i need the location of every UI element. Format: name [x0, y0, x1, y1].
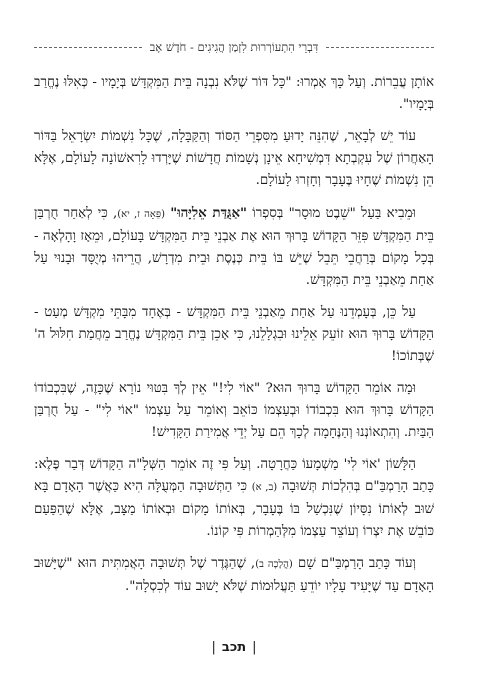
running-header	[34, 40, 434, 54]
paragraph-6	[34, 454, 434, 543]
paragraph-3-end: , כִּי לְאַחַר חֻרְבַּן בֵּית הַמִּקְדָּשׁ פִּזֵּר הַקָּדוֹשׁ בָּרוּךְ הוּא אֶת אַבְנֵי בֵּית הַמִּקְדָּשׁ בָּעוֹלָם, וּמֵאָז וָהָלְאָה - בְּכָל מָקוֹם בְּרַחֲבֵי תֵּבֵל שֶׁיֵּשׁ בּוֹ בֵּית כְּנֶסֶת וּבֵית מִדְרָשׁ, הֲרֵיהוּ מְיֻסָּד וּבָנוּי עַל אַחַת מֵאַבְנֵי בֵּית הַמִּקְדָּשׁ.	[34, 206, 434, 288]
paragraph-4: עַל כֵּן, בְּעָמְדֵנוּ עַל אַחַת מֵאַבְנֵי בֵּית הַמִּקְדָּשׁ - בְּאֶחָד מִבָּתֵּי מִקְדָּשׁ מְעַט - הַקָּדוֹשׁ בָּרוּךְ הוּא זוֹעֵק אֵלֵינוּ וּבִגְלָלֵנוּ, כִּי אָכֵן בֵּית הַמִּקְדָּשׁ נֶחֱרַב מֵחֲמַת חִלּוּל ה' שֶׁבְּתוֹכוֹ!	[34, 305, 434, 364]
source-reference: (ב, א)	[251, 482, 278, 493]
book-title: "אַגֻּדַּת אֵלִיָּהוּ"	[170, 205, 248, 221]
paragraph-2: עוֹד יֵשׁ לְבָאֵר, שֶׁהִנֵּה יָדוּעַ מִסִּפְרֵי הַסּוֹד וְהַקַּבָּלָה, שֶׁכָּל נִשְׁמוֹת יִשְׂרָאֵל בַּדּוֹר הָאַחֲרוֹן שֶׁל עִקְבְתָא דִּמְשִׁיחָא אֵינָן נְשָׁמוֹת חֲדָשׁוֹת שֶׁיָּרְדוּ לָרִאשׁוֹנָה לָעוֹלָם, אֶלָּא הֵן נִשְׁמוֹת שֶׁחָיוּ בֶּעָבָר וְחָזְרוּ לָעוֹלָם.	[34, 129, 434, 188]
paragraph-6-end: כִּי הַתְּשׁוּבָה הַמְּעֻלָּה הִיא כַּאֲשֶׁר הָאָדָם בָּא שׁוּב לְאוֹתוֹ נִסָּיוֹן שֶׁנִּכְשַׁל בּוֹ בֶּעָבָר, בְּאוֹתוֹ מָקוֹם וּבְאוֹתוֹ מַצָּב, אֶלָּא שֶׁהַפַּעַם כּוֹבֵשׁ אֶת יִצְרוֹ וְעוֹצֵר עַצְמוֹ מִלְּהַמְרוֹת פִּי קוֹנוֹ.	[34, 479, 434, 539]
source-reference: (הֲלָכָה ב)	[255, 559, 293, 570]
header-rule-right	[326, 47, 434, 48]
page-number: תכב	[221, 640, 247, 655]
page-footer	[34, 640, 434, 655]
body-text	[34, 72, 434, 598]
header-rule-left	[34, 47, 142, 48]
page-number-bar: |	[252, 640, 257, 655]
page-number-bar: |	[211, 640, 216, 655]
paragraph-3-start: וּמֵבִיא בַּעַל "שֵׁבֶט מוּסָר" בְּסִפְרוֹ	[247, 206, 416, 221]
paragraph-5: וּמָה אוֹמֵר הַקָּדוֹשׁ בָּרוּךְ הוּא? "אוֹי לִי!" אֵין לְךָ בִּטּוּי נוֹרָא שֶׁכָּזֶה, שֶׁבִּכְבוֹדוֹ הַקָּדוֹשׁ בָּרוּךְ הוּא בִּכְבוֹדוֹ וּבְעַצְמוֹ כּוֹאֵב וְאוֹמֵר עַל עַצְמוֹ "אוֹי לִי" - עַל חֻרְבַּן הַבַּיִת. וְהִתְאוֹנְנוּ וְהַנֶּחָמָה לְכָךְ הֵם עַל יְדֵי אֲמִירַת הַקָּדִישׁ!	[34, 381, 434, 440]
paragraph-7-end: , שֶׁהַגֶּדֶר שֶׁל תְּשׁוּבָה הָאֲמִתִּית הוּא "שֶׁיָּשׁוּב הָאָדָם עַד שֶׁיָּעִיד עָלָיו יוֹדֵעַ תַּעֲלוּמוֹת שֶׁלֹּא יָשׁוּב עוֹד לְכִסְלָה".	[34, 556, 434, 594]
paragraph-7	[34, 553, 434, 598]
paragraph-1: אוֹתָן עֲבֵרוֹת. וְעַל כָּךְ אָמְרוּ: "כָּל דּוֹר שֶׁלֹּא נִבְנָה בֵּית הַמִּקְדָּשׁ בְּיָמָיו - כְּאִלּוּ נֶחֱרַב בְּיָמָיו".	[34, 75, 434, 112]
document-page	[34, 0, 434, 683]
paragraph-6-start: הַלָּשׁוֹן 'אוֹי לִי' מַשְׁמָעוֹ כַּחֲרָטָה. וְעַל פִּי זֶה אוֹמֵר הַשְּׁלָ"ה הַקָּדוֹשׁ דְּבַר פֶּלֶא: כָּתַב הָרַמְבַּ"ם בְּהִלְכוֹת תְּשׁוּבָה	[34, 457, 435, 494]
header-title: דִּבְרֵי הִתְעוֹרְרוּת לִזְמַן הֲגִיגִים - חֹדֶשׁ אָב	[149, 40, 319, 54]
paragraph-3	[34, 202, 434, 292]
paragraph-7-start: וְעוֹד כָּתַב הָרַמְבַּ"ם שָׁם	[292, 556, 416, 571]
source-reference: (פֵּאָה ז, יא)	[117, 209, 166, 220]
